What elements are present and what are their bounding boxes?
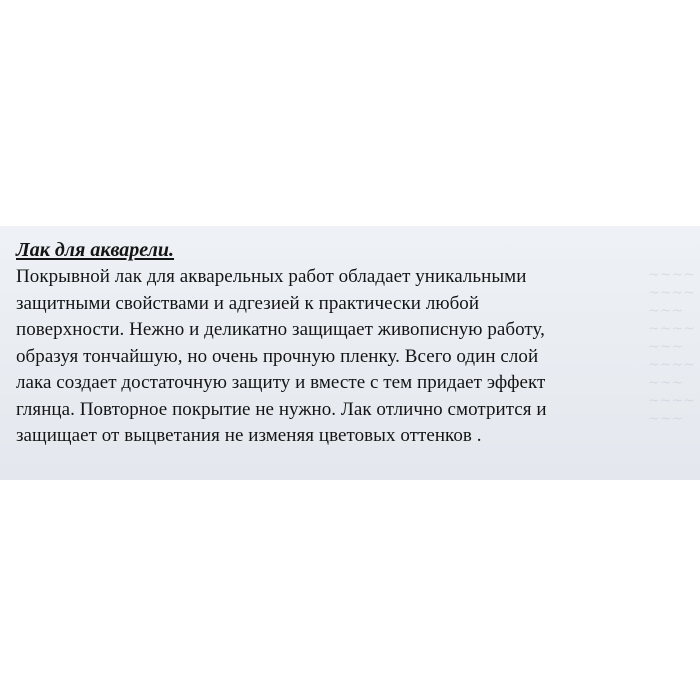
label-heading: Лак для акварели. (16, 239, 175, 261)
label-line: защищает от выцветания не изменяя цветовых оттенков . (16, 425, 482, 446)
label-line: лака создает достаточную защиту и вместе с тем придает эффект (16, 372, 546, 393)
label-line: поверхности. Нежно и деликатно защищает живописную работу, (16, 319, 545, 340)
label-line: глянца. Повторное покрытие не нужно. Лак отлично смотрится и (16, 398, 547, 420)
label-line: защитными свойствами и адгезией к практически любой (16, 292, 480, 314)
bleed-through-text: ~~~~ ~~~~ ~~~ ~~~~ ~~~ ~~~~ ~~~ ~~~~ ~~~ (648, 267, 695, 427)
label-text-block (16, 238, 666, 450)
label-line: Покрывной лак для акварельных работ обладает уникальными (16, 266, 527, 287)
product-label (0, 226, 700, 480)
label-line: образуя тончайшую, но очень прочную пленку. Всего один слой (16, 345, 539, 367)
